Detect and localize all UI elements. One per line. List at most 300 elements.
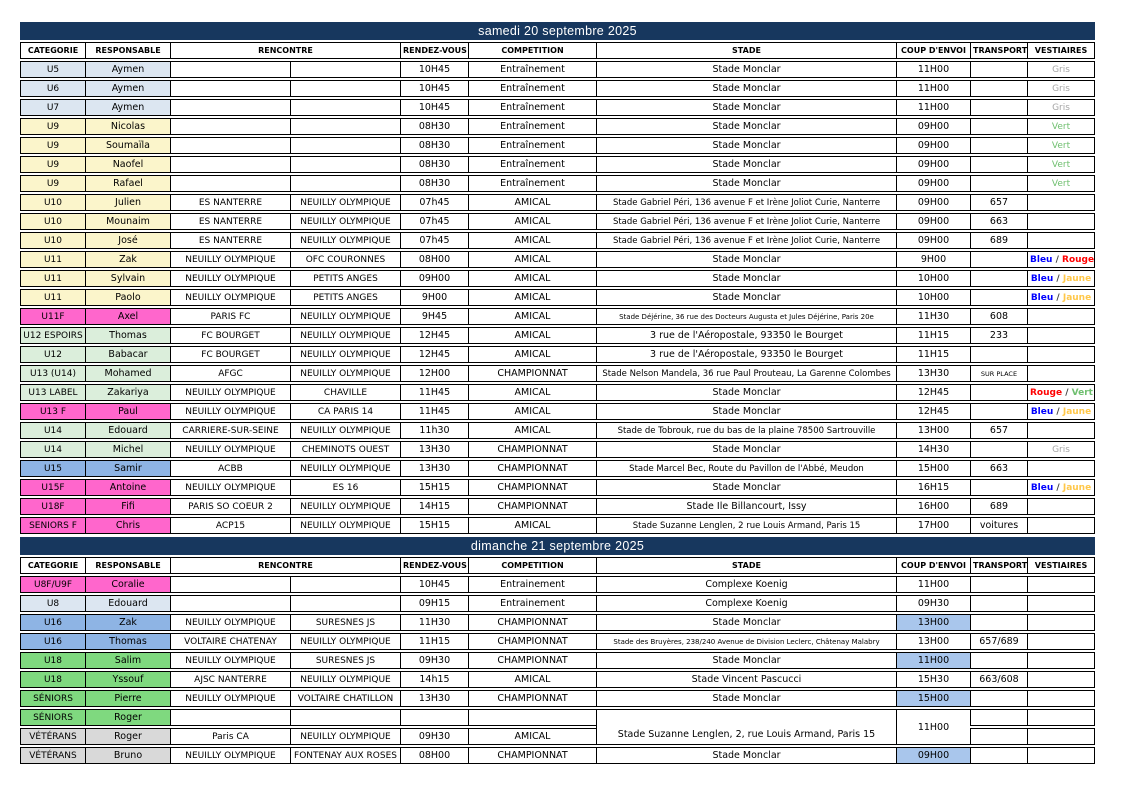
cell-competition: AMICAL [468, 327, 596, 344]
cell-rendez-vous: 07h45 [400, 232, 468, 249]
table-row [20, 308, 1095, 325]
cell-vestiaires [1027, 498, 1095, 515]
cell-responsable: Paolo [85, 289, 170, 306]
cell-rendez-vous: 09H00 [400, 270, 468, 287]
cell-rencontre-away: VOLTAIRE CHATILLON [290, 690, 400, 707]
cell-transport [970, 289, 1027, 306]
vestiaire-color-label: Gris [1052, 83, 1070, 94]
vestiaire-color-label: Gris [1052, 102, 1070, 113]
cell-rendez-vous: 09H30 [400, 728, 468, 745]
cell-transport [970, 690, 1027, 707]
cell-rencontre-home: NEUILLY OLYMPIQUE [170, 747, 290, 764]
cell-rencontre-home: NEUILLY OLYMPIQUE [170, 652, 290, 669]
cell-categorie: U11F [20, 308, 85, 325]
cell-vestiaires [1027, 232, 1095, 249]
cell-responsable: Mohamed [85, 365, 170, 382]
cell-rencontre-away: SURESNES JS [290, 614, 400, 631]
column-header-stade: STADE [596, 42, 896, 59]
cell-rencontre-home: ES NANTERRE [170, 194, 290, 211]
column-header-coup-denvoi: COUP D'ENVOI [896, 42, 970, 59]
cell-rencontre-home [170, 61, 290, 78]
cell-rencontre-home [170, 156, 290, 173]
cell-coup-denvoi: 11H00 [896, 709, 970, 745]
table-row [20, 479, 1095, 496]
cell-vestiaires [1027, 346, 1095, 363]
vestiaire-color-label: Vert [1051, 121, 1071, 132]
cell-coup-denvoi: 12H45 [896, 384, 970, 401]
cell-competition: AMICAL [468, 384, 596, 401]
cell-transport [970, 403, 1027, 420]
column-header-categorie: CATEGORIE [20, 557, 85, 574]
cell-competition [468, 709, 596, 726]
cell-vestiaires [1027, 652, 1095, 669]
cell-stade: Stade Marcel Bec, Route du Pavillon de l'Abbé, Meudon [596, 460, 896, 477]
column-header-responsable: RESPONSABLE [85, 42, 170, 59]
cell-competition: Entraînement [468, 118, 596, 135]
cell-competition: CHAMPIONNAT [468, 498, 596, 515]
vestiaire-separator: / [1053, 292, 1063, 303]
cell-coup-denvoi: 15H00 [896, 690, 970, 707]
cell-rendez-vous: 09H15 [400, 595, 468, 612]
cell-categorie: SENIORS F [20, 517, 85, 534]
cell-rendez-vous: 08H00 [400, 747, 468, 764]
cell-vestiaires [1027, 460, 1095, 477]
cell-coup-denvoi: 16H15 [896, 479, 970, 496]
cell-competition: Entrainement [468, 595, 596, 612]
cell-rencontre-away: FONTENAY AUX ROSES [290, 747, 400, 764]
cell-transport [970, 709, 1027, 726]
cell-rendez-vous: 11h30 [400, 422, 468, 439]
table-row [20, 498, 1095, 515]
cell-competition: Entrainement [468, 576, 596, 593]
cell-stade: Complexe Koenig [596, 595, 896, 612]
cell-rencontre-home: NEUILLY OLYMPIQUE [170, 441, 290, 458]
cell-coup-denvoi: 10H00 [896, 289, 970, 306]
saturday-section [20, 22, 1095, 536]
cell-competition: Entraînement [468, 80, 596, 97]
cell-stade: Stade Monclar [596, 403, 896, 420]
cell-rendez-vous: 12H45 [400, 327, 468, 344]
cell-categorie: U10 [20, 213, 85, 230]
cell-stade: Complexe Koenig [596, 576, 896, 593]
cell-coup-denvoi: 09H00 [896, 232, 970, 249]
cell-categorie: U9 [20, 175, 85, 192]
cell-rendez-vous: 14h15 [400, 671, 468, 688]
cell-transport: 608 [970, 308, 1027, 325]
vestiaire-color-label: Bleu [1030, 273, 1054, 284]
cell-rendez-vous: 10H45 [400, 80, 468, 97]
cell-stade: Stade Monclar [596, 384, 896, 401]
cell-responsable: Coralie [85, 576, 170, 593]
cell-transport [970, 137, 1027, 154]
cell-coup-denvoi: 11H00 [896, 61, 970, 78]
vestiaire-separator: / [1053, 273, 1063, 284]
cell-competition: CHAMPIONNAT [468, 365, 596, 382]
cell-categorie: U18F [20, 498, 85, 515]
cell-coup-denvoi: 15H00 [896, 460, 970, 477]
cell-responsable: Nicolas [85, 118, 170, 135]
cell-rencontre-home [170, 709, 290, 726]
cell-coup-denvoi: 09H00 [896, 118, 970, 135]
cell-rencontre-home: NEUILLY OLYMPIQUE [170, 479, 290, 496]
cell-transport: 689 [970, 498, 1027, 515]
day-title-saturday: samedi 20 septembre 2025 [20, 22, 1095, 40]
cell-categorie: U11 [20, 251, 85, 268]
table-row [20, 652, 1095, 669]
cell-competition: AMICAL [468, 289, 596, 306]
cell-categorie: U12 ESPOIRS [20, 327, 85, 344]
cell-rencontre-away: NEUILLY OLYMPIQUE [290, 365, 400, 382]
cell-rendez-vous: 08H00 [400, 251, 468, 268]
cell-rencontre-home: ACBB [170, 460, 290, 477]
cell-responsable: Julien [85, 194, 170, 211]
table-row [20, 251, 1095, 268]
cell-categorie: U18 [20, 652, 85, 669]
cell-coup-denvoi: 09H00 [896, 137, 970, 154]
cell-stade: Stade Monclar [596, 61, 896, 78]
cell-coup-denvoi: 09H00 [896, 156, 970, 173]
cell-rendez-vous: 11H45 [400, 403, 468, 420]
cell-coup-denvoi: 15H30 [896, 671, 970, 688]
cell-transport [970, 479, 1027, 496]
table-row [20, 175, 1095, 192]
column-header-transport: TRANSPORT [970, 42, 1027, 59]
cell-competition: AMICAL [468, 232, 596, 249]
cell-categorie: U15F [20, 479, 85, 496]
cell-rencontre-home: PARIS SO COEUR 2 [170, 498, 290, 515]
vestiaire-color-label: Rouge [1030, 387, 1063, 398]
cell-transport: 657 [970, 194, 1027, 211]
cell-stade: Stade Monclar [596, 118, 896, 135]
cell-transport: 663/608 [970, 671, 1027, 688]
cell-coup-denvoi: 11H15 [896, 346, 970, 363]
cell-stade: Stade Déjérine, 36 rue des Docteurs Augusta et Jules Déjérine, Paris 20e [596, 308, 896, 325]
vestiaire-color-label: Bleu [1030, 406, 1054, 417]
cell-transport: SUR PLACE [970, 365, 1027, 382]
table-row [20, 517, 1095, 534]
cell-coup-denvoi: 13H00 [896, 614, 970, 631]
cell-transport [970, 156, 1027, 173]
cell-rendez-vous: 15H15 [400, 479, 468, 496]
column-header-rendez-vous: RENDEZ-VOUS [400, 557, 468, 574]
cell-vestiaires [1027, 595, 1095, 612]
cell-rendez-vous: 08H30 [400, 156, 468, 173]
cell-coup-denvoi: 11H00 [896, 99, 970, 116]
cell-rencontre-home: NEUILLY OLYMPIQUE [170, 403, 290, 420]
cell-coup-denvoi: 09H00 [896, 213, 970, 230]
sunday-section [20, 537, 1095, 766]
cell-competition: CHAMPIONNAT [468, 690, 596, 707]
cell-transport: 233 [970, 327, 1027, 344]
vestiaire-color-label: Vert [1051, 159, 1071, 170]
cell-vestiaires [1027, 327, 1095, 344]
cell-stade: Stade Monclar [596, 270, 896, 287]
cell-responsable: Bruno [85, 747, 170, 764]
cell-rendez-vous: 13H30 [400, 460, 468, 477]
cell-rencontre-home [170, 137, 290, 154]
cell-rencontre-home [170, 118, 290, 135]
cell-categorie: U10 [20, 194, 85, 211]
cell-coup-denvoi: 11H00 [896, 576, 970, 593]
cell-stade: Stade de Tobrouk, rue du bas de la plaine 78500 Sartrouville [596, 422, 896, 439]
cell-rendez-vous: 12H45 [400, 346, 468, 363]
cell-stade: Stade Suzanne Lenglen, 2, rue Louis Armand, Paris 15 [596, 709, 896, 745]
cell-rendez-vous: 15H15 [400, 517, 468, 534]
cell-rencontre-home: FC BOURGET [170, 327, 290, 344]
cell-stade: 3 rue de l'Aéropostale, 93350 le Bourget [596, 346, 896, 363]
cell-vestiaires [1027, 365, 1095, 382]
table-row [20, 61, 1095, 78]
cell-rencontre-home: VOLTAIRE CHATENAY [170, 633, 290, 650]
cell-responsable: Aymen [85, 61, 170, 78]
cell-vestiaires [1027, 118, 1095, 135]
cell-vestiaires [1027, 403, 1095, 420]
cell-responsable: José [85, 232, 170, 249]
cell-responsable: Salim [85, 652, 170, 669]
cell-stade: Stade Gabriel Péri, 136 avenue F et Irène Joliot Curie, Nanterre [596, 232, 896, 249]
table-row [20, 289, 1095, 306]
cell-stade: Stade Nelson Mandela, 36 rue Paul Prouteau, La Garenne Colombes [596, 365, 896, 382]
cell-competition: CHAMPIONNAT [468, 747, 596, 764]
cell-rendez-vous [400, 709, 468, 726]
cell-responsable: Aymen [85, 99, 170, 116]
column-header-responsable: RESPONSABLE [85, 557, 170, 574]
cell-rencontre-away: NEUILLY OLYMPIQUE [290, 346, 400, 363]
cell-categorie: U14 [20, 441, 85, 458]
cell-responsable: Rafael [85, 175, 170, 192]
cell-rencontre-away [290, 156, 400, 173]
cell-competition: AMICAL [468, 270, 596, 287]
cell-vestiaires [1027, 270, 1095, 287]
cell-competition: CHAMPIONNAT [468, 652, 596, 669]
cell-stade: Stade Monclar [596, 690, 896, 707]
column-header-vestiaires: VESTIAIRES [1027, 557, 1095, 574]
cell-rendez-vous: 10H45 [400, 99, 468, 116]
cell-coup-denvoi: 09H00 [896, 747, 970, 764]
cell-rendez-vous: 10H45 [400, 576, 468, 593]
table-row [20, 118, 1095, 135]
cell-rencontre-away: PETITS ANGES [290, 270, 400, 287]
cell-transport [970, 652, 1027, 669]
cell-responsable: Naofel [85, 156, 170, 173]
cell-rencontre-home: PARIS FC [170, 308, 290, 325]
cell-coup-denvoi: 17H00 [896, 517, 970, 534]
cell-rencontre-away: CHEMINOTS OUEST [290, 441, 400, 458]
cell-rencontre-home [170, 595, 290, 612]
cell-responsable: Zak [85, 251, 170, 268]
cell-competition: CHAMPIONNAT [468, 460, 596, 477]
cell-responsable: Samir [85, 460, 170, 477]
cell-stade: Stade Monclar [596, 156, 896, 173]
cell-vestiaires [1027, 289, 1095, 306]
cell-rencontre-away: NEUILLY OLYMPIQUE [290, 728, 400, 745]
cell-competition: AMICAL [468, 308, 596, 325]
vestiaire-color-label: Vert [1051, 178, 1071, 189]
cell-rendez-vous: 13H30 [400, 690, 468, 707]
cell-coup-denvoi: 13H00 [896, 422, 970, 439]
cell-responsable: Fifi [85, 498, 170, 515]
cell-categorie: U8 [20, 595, 85, 612]
table-row [20, 403, 1095, 420]
cell-coup-denvoi: 13H00 [896, 633, 970, 650]
cell-categorie: U7 [20, 99, 85, 116]
vestiaire-color-label: Jaune [1062, 482, 1092, 493]
cell-transport [970, 441, 1027, 458]
cell-vestiaires [1027, 175, 1095, 192]
cell-stade: Stade Monclar [596, 137, 896, 154]
cell-transport: voitures [970, 517, 1027, 534]
cell-transport [970, 118, 1027, 135]
table-row [20, 232, 1095, 249]
cell-responsable: Roger [85, 709, 170, 726]
vestiaire-color-label: Jaune [1062, 406, 1092, 417]
cell-stade: Stade Monclar [596, 289, 896, 306]
table-row [20, 671, 1095, 688]
cell-vestiaires [1027, 194, 1095, 211]
cell-categorie: U16 [20, 633, 85, 650]
cell-rencontre-away: NEUILLY OLYMPIQUE [290, 460, 400, 477]
cell-transport: 663 [970, 460, 1027, 477]
cell-stade: Stade Gabriel Péri, 136 avenue F et Irène Joliot Curie, Nanterre [596, 213, 896, 230]
cell-vestiaires [1027, 384, 1095, 401]
cell-categorie: U9 [20, 156, 85, 173]
cell-responsable: Zakariya [85, 384, 170, 401]
cell-rencontre-home: ACP15 [170, 517, 290, 534]
cell-stade: Stade Ile Billancourt, Issy [596, 498, 896, 515]
cell-rencontre-away: OFC COURONNES [290, 251, 400, 268]
cell-rencontre-away [290, 137, 400, 154]
cell-coup-denvoi: 16H00 [896, 498, 970, 515]
cell-rencontre-away [290, 576, 400, 593]
vestiaire-color-label: Gris [1052, 444, 1070, 455]
cell-rendez-vous: 12H00 [400, 365, 468, 382]
column-header-competition: COMPETITION [468, 42, 596, 59]
cell-rencontre-home: FC BOURGET [170, 346, 290, 363]
cell-responsable: Roger [85, 728, 170, 745]
table-row [20, 156, 1095, 173]
cell-rencontre-home: ES NANTERRE [170, 213, 290, 230]
cell-categorie: U12 [20, 346, 85, 363]
cell-rencontre-home: NEUILLY OLYMPIQUE [170, 690, 290, 707]
cell-coup-denvoi: 11H00 [896, 80, 970, 97]
cell-responsable: Antoine [85, 479, 170, 496]
cell-rencontre-away: NEUILLY OLYMPIQUE [290, 213, 400, 230]
cell-coup-denvoi: 11H15 [896, 327, 970, 344]
cell-stade: Stade Monclar [596, 747, 896, 764]
cell-transport [970, 614, 1027, 631]
vestiaire-color-label: Bleu [1030, 254, 1053, 265]
cell-rencontre-away: NEUILLY OLYMPIQUE [290, 671, 400, 688]
cell-vestiaires [1027, 633, 1095, 650]
vestiaire-color-label: Jaune [1062, 292, 1092, 303]
cell-rendez-vous: 11H30 [400, 614, 468, 631]
cell-rendez-vous: 9H00 [400, 289, 468, 306]
cell-rencontre-away: CHAVILLE [290, 384, 400, 401]
cell-vestiaires [1027, 61, 1095, 78]
cell-rencontre-home: CARRIERE-SUR-SEINE [170, 422, 290, 439]
cell-competition: Entraînement [468, 156, 596, 173]
table-row [20, 99, 1095, 116]
cell-categorie: U9 [20, 137, 85, 154]
cell-responsable: Mounaim [85, 213, 170, 230]
day-title-sunday: dimanche 21 septembre 2025 [20, 537, 1095, 555]
cell-competition: AMICAL [468, 422, 596, 439]
cell-coup-denvoi: 11H00 [896, 652, 970, 669]
cell-rencontre-away: NEUILLY OLYMPIQUE [290, 498, 400, 515]
table-row [20, 80, 1095, 97]
header-row [20, 42, 1095, 59]
cell-categorie: U11 [20, 270, 85, 287]
cell-rencontre-away: NEUILLY OLYMPIQUE [290, 422, 400, 439]
cell-transport [970, 80, 1027, 97]
cell-stade: Stade des Bruyères, 238/240 Avenue de Division Leclerc, Châtenay Malabry [596, 633, 896, 650]
vestiaire-color-label: Jaune [1062, 273, 1092, 284]
table-row [20, 422, 1095, 439]
table-row [20, 327, 1095, 344]
cell-stade: Stade Suzanne Lenglen, 2 rue Louis Armand, Paris 15 [596, 517, 896, 534]
sunday-table [20, 555, 1095, 766]
cell-responsable: Aymen [85, 80, 170, 97]
cell-transport: 663 [970, 213, 1027, 230]
vestiaire-color-label: Gris [1052, 64, 1070, 75]
cell-competition: AMICAL [468, 346, 596, 363]
cell-rendez-vous: 08H30 [400, 137, 468, 154]
cell-rencontre-away: CA PARIS 14 [290, 403, 400, 420]
cell-responsable: Edouard [85, 595, 170, 612]
cell-vestiaires [1027, 251, 1095, 268]
table-row [20, 365, 1095, 382]
cell-categorie: U14 [20, 422, 85, 439]
cell-rencontre-home: NEUILLY OLYMPIQUE [170, 270, 290, 287]
vestiaire-separator: / [1062, 387, 1072, 398]
cell-responsable: Sylvain [85, 270, 170, 287]
cell-rencontre-home: NEUILLY OLYMPIQUE [170, 251, 290, 268]
cell-vestiaires [1027, 479, 1095, 496]
cell-competition: AMICAL [468, 213, 596, 230]
cell-coup-denvoi: 10H00 [896, 270, 970, 287]
cell-rendez-vous: 14H15 [400, 498, 468, 515]
cell-responsable: Michel [85, 441, 170, 458]
vestiaire-color-label: Vert [1071, 387, 1093, 398]
cell-vestiaires [1027, 422, 1095, 439]
cell-rencontre-away [290, 118, 400, 135]
cell-vestiaires [1027, 576, 1095, 593]
cell-vestiaires [1027, 690, 1095, 707]
cell-vestiaires [1027, 671, 1095, 688]
cell-coup-denvoi: 09H00 [896, 194, 970, 211]
cell-transport [970, 576, 1027, 593]
cell-rencontre-home: AFGC [170, 365, 290, 382]
cell-responsable: Zak [85, 614, 170, 631]
cell-competition: CHAMPIONNAT [468, 441, 596, 458]
cell-stade: Stade Monclar [596, 80, 896, 97]
cell-rencontre-home: NEUILLY OLYMPIQUE [170, 289, 290, 306]
cell-responsable: Thomas [85, 633, 170, 650]
cell-transport [970, 384, 1027, 401]
cell-coup-denvoi: 12H45 [896, 403, 970, 420]
vestiaire-separator: / [1053, 406, 1063, 417]
cell-rencontre-away [290, 175, 400, 192]
cell-categorie: U15 [20, 460, 85, 477]
table-row [20, 595, 1095, 612]
cell-categorie: U16 [20, 614, 85, 631]
cell-rencontre-home [170, 99, 290, 116]
cell-competition: AMICAL [468, 671, 596, 688]
cell-categorie: VÉTÉRANS [20, 728, 85, 745]
vestiaire-separator: / [1052, 254, 1063, 265]
cell-rendez-vous: 08H30 [400, 175, 468, 192]
cell-rencontre-away: NEUILLY OLYMPIQUE [290, 633, 400, 650]
